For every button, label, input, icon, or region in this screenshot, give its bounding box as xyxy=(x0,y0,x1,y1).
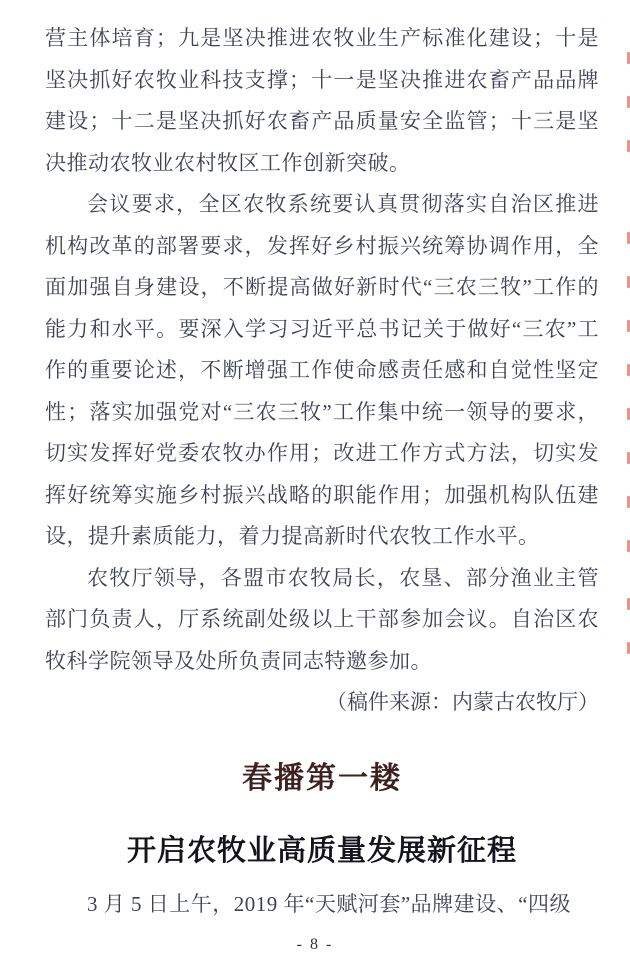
paragraph-attendees: 农牧厅领导，各盟市农牧局长，农垦、部分渔业主管部门负责人，厅系统副处级以上干部参加会议。自治区农牧科学院领导及处所负责同志特邀参加。 xyxy=(45,565,599,673)
source-attribution: （稿件来源：内蒙古农牧厅） xyxy=(326,690,599,714)
document-body xyxy=(45,18,599,925)
article-headline-line2: 开启农牧业高质量发展新征程 xyxy=(126,834,517,867)
article-headline-line1: 春播第一耧 xyxy=(242,761,402,795)
paragraph-continuation: 营主体培育；九是坚决推进农牧业生产标准化建设；十是坚决抓好农牧业科技支撑；十一是坚决推进农畜产品品牌建设；十二是坚决抓好农畜产品质量安全监管；十三是坚决推动农牧业农村牧区工作创新突破。 xyxy=(45,26,599,175)
page-number: - 8 - xyxy=(296,936,334,953)
paragraph-next-article-start: 3 月 5 日上午，2019 年“天赋河套”品牌建设、“四级 xyxy=(87,891,571,916)
paragraph-meeting-requirements: 会议要求，全区农牧系统要认真贯彻落实自治区推进机构改革的部署要求，发挥好乡村振兴统筹协调作用，全面加强自身建设，不断提高做好新时代“三农三牧”工作的能力和水平。要深入学习习近平总书记关于做好“三农”工作的重要论述，不断增强工作使命感责任感和自觉性坚定性；落实加强党对“三农三牧”工作集中统一领导的要求，切实发挥好党委农牧办作用；改进工作方式方法，切实发挥好统筹实施乡村振兴战略的职能作用；加强机构队伍建设，提升素质能力，着力提高新时代农牧工作水平。 xyxy=(45,192,599,548)
